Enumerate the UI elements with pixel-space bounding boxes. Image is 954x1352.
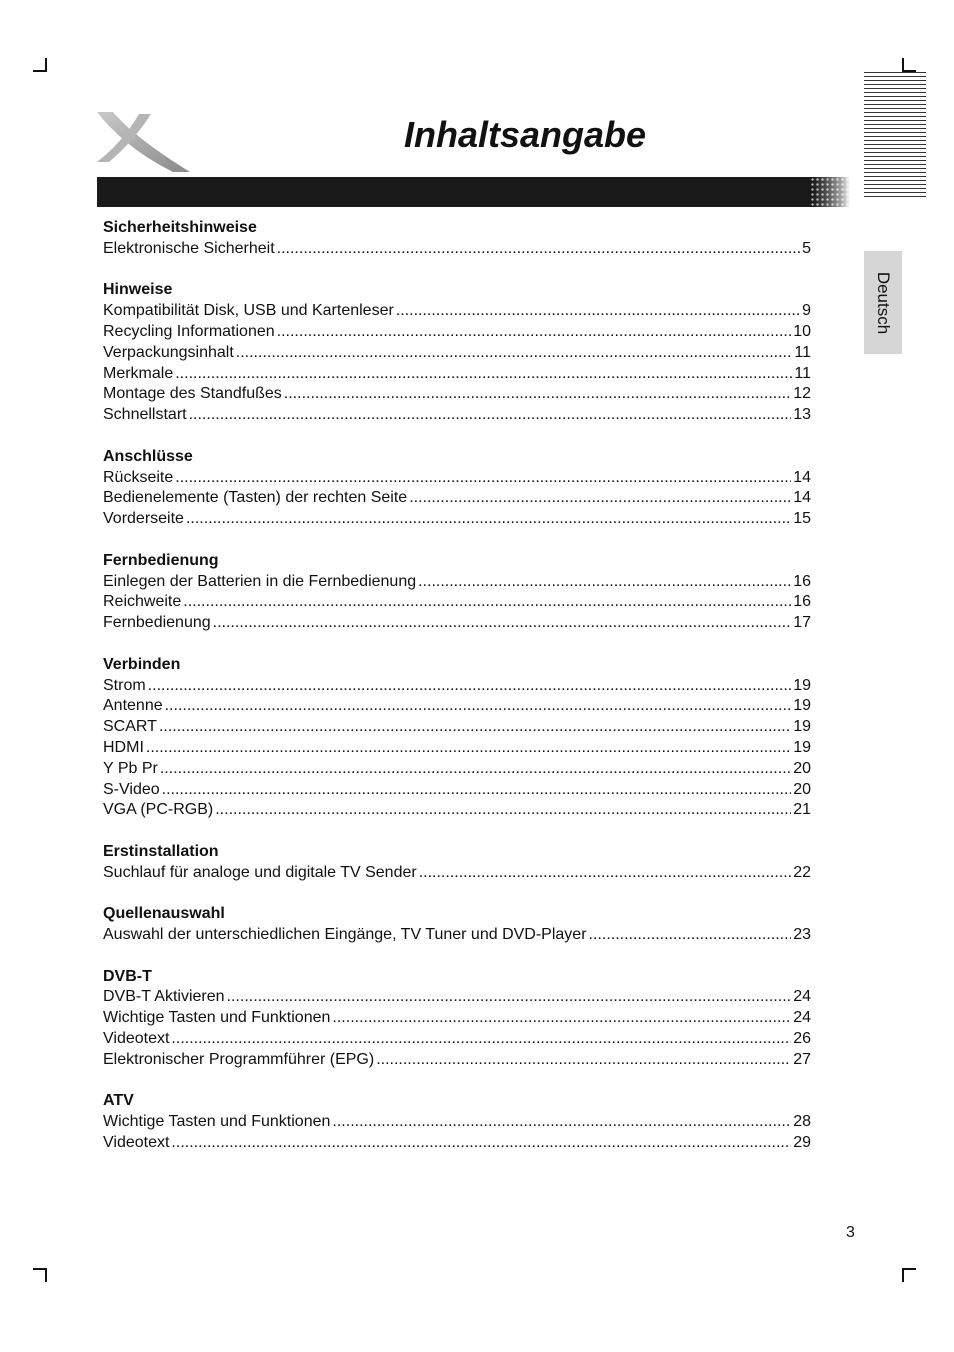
toc-entry-page: 14 xyxy=(793,489,811,507)
toc-entry xyxy=(103,301,811,322)
toc-entry xyxy=(103,343,811,364)
header-bar-dots xyxy=(810,177,852,207)
toc-entry-leader xyxy=(215,800,791,821)
toc-entry-label: HDMI xyxy=(103,738,144,756)
toc-entry-leader xyxy=(159,717,791,738)
toc-entry-leader xyxy=(171,1133,791,1154)
toc-entry-label: Recycling Informationen xyxy=(103,322,275,340)
toc-entry-page: 16 xyxy=(793,572,811,590)
toc-entry-label: Rückseite xyxy=(103,468,174,486)
toc-section xyxy=(103,842,811,884)
toc-entry xyxy=(103,384,811,405)
toc-entry-leader xyxy=(227,987,792,1008)
toc-section xyxy=(103,1091,811,1153)
toc-entry-page: 10 xyxy=(793,322,811,340)
toc-entry-label: DVB-T Aktivieren xyxy=(103,988,225,1006)
toc-entry-label: SCART xyxy=(103,718,157,736)
toc-entry-label: Y Pb Pr xyxy=(103,759,158,777)
toc-entry-page: 5 xyxy=(802,239,811,257)
toc-entry-page: 29 xyxy=(793,1134,811,1152)
toc-entry-page: 26 xyxy=(793,1030,811,1048)
toc-entry-leader xyxy=(146,738,791,759)
toc-section xyxy=(103,904,811,946)
toc-entry xyxy=(103,1112,811,1133)
toc-entry-page: 19 xyxy=(793,676,811,694)
toc-entry-leader xyxy=(165,696,792,717)
toc-entry-leader xyxy=(376,1050,791,1071)
toc-section xyxy=(103,280,811,426)
page-number: 3 xyxy=(846,1224,855,1241)
decorative-stripes xyxy=(864,72,926,198)
toc-entry-page: 24 xyxy=(793,988,811,1006)
toc-entry-label: Wichtige Tasten und Funktionen xyxy=(103,1113,331,1131)
toc-entry-page: 22 xyxy=(793,863,811,881)
toc-entry xyxy=(103,717,811,738)
toc-entry xyxy=(103,759,811,780)
toc-entry xyxy=(103,1029,811,1050)
toc-entry xyxy=(103,592,811,613)
toc-entry-label: Schnellstart xyxy=(103,406,187,424)
toc-entry-label: Auswahl der unterschiedlichen Eingänge, TV Tuner und DVD-Player xyxy=(103,926,587,944)
toc-entry-label: S-Video xyxy=(103,780,160,798)
table-of-contents xyxy=(103,218,811,1175)
toc-section xyxy=(103,447,811,530)
toc-entry-page: 11 xyxy=(794,364,811,382)
toc-entry xyxy=(103,405,811,426)
toc-section xyxy=(103,218,811,260)
toc-section xyxy=(103,551,811,634)
toc-entry-leader xyxy=(189,405,792,426)
toc-entry-label: Verpackungsinhalt xyxy=(103,343,234,361)
toc-entry-leader xyxy=(396,301,800,322)
toc-entry-page: 16 xyxy=(793,593,811,611)
toc-entry-label: Elektronische Sicherheit xyxy=(103,239,275,257)
toc-entry-leader xyxy=(175,468,791,489)
crop-mark-top-right xyxy=(902,58,916,72)
toc-entry-label: Montage des Standfußes xyxy=(103,385,282,403)
toc-entry-label: Strom xyxy=(103,676,146,694)
toc-section-title: Fernbedienung xyxy=(103,551,219,569)
toc-entry-label: Videotext xyxy=(103,1134,170,1152)
toc-entry-page: 17 xyxy=(793,614,811,632)
toc-section-title: Quellenauswahl xyxy=(103,905,225,923)
toc-entry-leader xyxy=(284,384,791,405)
toc-entry-page: 24 xyxy=(793,1009,811,1027)
toc-entry-page: 19 xyxy=(793,718,811,736)
toc-entry-leader xyxy=(332,1008,791,1029)
toc-entry xyxy=(103,925,811,946)
language-tab xyxy=(864,251,902,354)
toc-section-title: Hinweise xyxy=(103,281,173,299)
toc-section-title: DVB-T xyxy=(103,967,152,985)
toc-entry-label: Antenne xyxy=(103,697,163,715)
toc-entry-label: Merkmale xyxy=(103,364,174,382)
page-title: Inhaltsangabe xyxy=(404,114,647,155)
toc-section-title: Verbinden xyxy=(103,655,181,673)
toc-entry-leader xyxy=(175,364,792,385)
toc-entry-page: 14 xyxy=(793,468,811,486)
toc-entry-leader xyxy=(213,613,792,634)
toc-entry-leader xyxy=(277,239,800,260)
toc-entry xyxy=(103,780,811,801)
toc-entry xyxy=(103,987,811,1008)
toc-entry-leader xyxy=(419,863,792,884)
toc-entry-page: 15 xyxy=(793,510,811,528)
toc-entry-leader xyxy=(160,759,791,780)
toc-entry-page: 20 xyxy=(793,759,811,777)
toc-entry-label: VGA (PC-RGB) xyxy=(103,801,214,819)
toc-entry-page: 23 xyxy=(793,926,811,944)
language-tab-label: Deutsch xyxy=(874,271,893,334)
toc-entry xyxy=(103,676,811,697)
toc-entry-page: 13 xyxy=(793,406,811,424)
toc-entry-page: 19 xyxy=(793,697,811,715)
toc-entry-label: Elektronischer Programmführer (EPG) xyxy=(103,1050,375,1068)
toc-entry-label: Suchlauf für analoge und digitale TV Sender xyxy=(103,863,417,881)
toc-entry-label: Wichtige Tasten und Funktionen xyxy=(103,1009,331,1027)
toc-entry xyxy=(103,468,811,489)
toc-entry-leader xyxy=(589,925,792,946)
crop-mark-bottom-right xyxy=(902,1268,916,1282)
toc-entry xyxy=(103,364,811,385)
toc-entry-leader xyxy=(162,780,792,801)
toc-entry-label: Fernbedienung xyxy=(103,614,211,632)
toc-entry xyxy=(103,1050,811,1071)
toc-entry xyxy=(103,322,811,343)
toc-entry-leader xyxy=(183,592,791,613)
toc-entry-leader xyxy=(277,322,792,343)
crop-mark-top-left xyxy=(33,58,47,72)
toc-entry-page: 11 xyxy=(794,343,811,361)
toc-entry-leader xyxy=(332,1112,791,1133)
toc-entry xyxy=(103,1133,811,1154)
toc-section-title: Anschlüsse xyxy=(103,447,193,465)
toc-entry-page: 9 xyxy=(802,302,811,320)
toc-entry xyxy=(103,613,811,634)
toc-entry-label: Vorderseite xyxy=(103,510,184,528)
toc-entry-page: 19 xyxy=(793,738,811,756)
toc-entry-page: 20 xyxy=(793,780,811,798)
toc-entry xyxy=(103,572,811,593)
toc-entry xyxy=(103,738,811,759)
toc-entry-page: 21 xyxy=(793,801,811,819)
toc-entry-leader xyxy=(186,509,791,530)
toc-section-title: ATV xyxy=(103,1092,134,1110)
toc-entry-label: Kompatibilität Disk, USB und Kartenleser xyxy=(103,302,394,320)
toc-entry xyxy=(103,800,811,821)
toc-entry-page: 27 xyxy=(793,1050,811,1068)
toc-section-title: Sicherheitshinweise xyxy=(103,219,257,236)
toc-entry-leader xyxy=(148,676,792,697)
toc-entry xyxy=(103,239,811,260)
toc-entry xyxy=(103,696,811,717)
toc-entry-page: 28 xyxy=(793,1113,811,1131)
toc-entry-leader xyxy=(236,343,793,364)
toc-entry-leader xyxy=(409,488,791,509)
toc-entry-page: 12 xyxy=(793,385,811,403)
toc-section xyxy=(103,655,811,821)
toc-entry xyxy=(103,863,811,884)
toc-entry xyxy=(103,509,811,530)
toc-entry-leader xyxy=(171,1029,791,1050)
toc-entry xyxy=(103,488,811,509)
toc-section-title: Erstinstallation xyxy=(103,842,219,860)
toc-entry-label: Videotext xyxy=(103,1030,170,1048)
toc-entry xyxy=(103,1008,811,1029)
header-bar xyxy=(97,177,850,207)
toc-entry-label: Reichweite xyxy=(103,593,182,611)
brand-logo-icon xyxy=(95,108,195,176)
toc-section xyxy=(103,967,811,1071)
toc-entry-label: Einlegen der Batterien in die Fernbedienung xyxy=(103,572,417,590)
toc-entry-leader xyxy=(418,572,791,593)
toc-entry-label: Bedienelemente (Tasten) der rechten Seite xyxy=(103,489,408,507)
crop-mark-bottom-left xyxy=(33,1268,47,1282)
